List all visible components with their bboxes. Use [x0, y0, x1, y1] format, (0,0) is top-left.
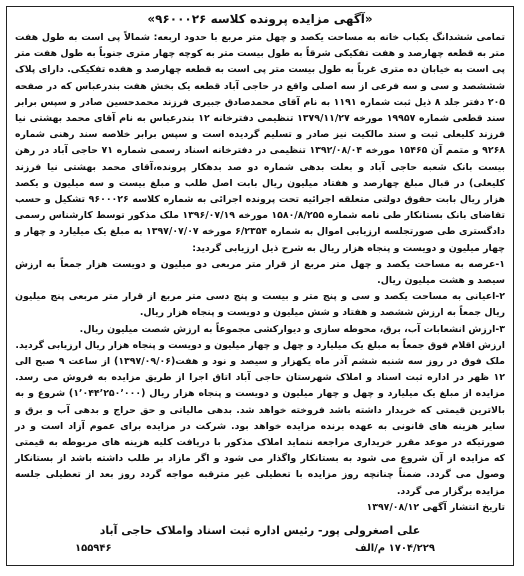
notice-title: «آگهی مزایده پرونده کلاسه ۹۶۰۰۰۲۶» — [147, 12, 373, 26]
paragraph-total-valuation: ارزش اقلام فوق جمعاً به مبلغ یک میلیارد و چهل و چهار میلیون و دویست و پنجاه هزار ریال ارزیابی گردید. — [15, 339, 505, 351]
paragraph-property-description: تمامی ششدانگ یکباب خانه به مساحت یکصد و چهل متر مربع با حدود اربعه: شمالاً پی است به طول هفت متر به قطعه چهارصد و هفت تفکیکی شرقاً به طول بیست متر به کوچه چهار متری جنوباً به طول هفت متر پی است به خیابان ده متری غرباً به طول بیست متر پی است به قطعه چهارصد و هفده تفکیکی. دارای پلاک شششصد و سی و سه فرعی از سه اصلی واقع در حاجی آباد قطعه یک بخش هفت بندرعباس که در صفحه ۲۰۵ دفتر جلد ۸ ذیل ثبت شماره ۱۱۹۱ به نام آقای محمدصادق جبیری فرزند محمدحسین صادر و سپس برابر سند قطعی شماره ۱۹۹۵۷ مورخه ۱۳۷۹/۱۱/۲۷ تنظیمی دفترخانه ۱۲ بندرعباس به نام آقای محمد بهشتی نیا فرزند کلیعلی ثبت و سند مالکیت نیز صادر و تسلیم گردیده است و سپس برابر خلاصه سند رهنی شماره ۹۲۶۸ و متمم آن ۱۵۴۶۵ مورخه ۱۳۹۲/۰۸/۰۴ تنظیمی در دفترخانه اسناد رسمی شماره ۷۱ حاجی آباد در رهن بیست بانک شعبه حاجی آباد و بعلت بدهی شماره دو صد بدهکار پرونده،آقای محمد بهشتی نیا فرزند کلیعلی) در قبال مبلغ چهارصد و هفتاد میلیون ریال بابت اصل طلب و مبلغ بیست و سه میلیون و یکصد هزار ریال بابت حقوق دولتی متعلقه اجرائیه تحت پرونده اجرائی به شماره کلاسه ۹۶۰۰۰۲۶ تشکیل و حسب تقاضای بانک بستانکار طی نامه شماره ۱۵۸۰/۸/۲۵۵ مورخه ۱۳۹۶/۰۷/۱۹ ملک مذکور توسط کارشناس رسمی دادگستری طی صورتجلسه ارزیابی اموال به شماره ۶/۲۳۵۴ مورخه ۱۳۹۷/۰۷/۰۷ به مبلغ یک میلیارد و چهار و چهار میلیون و دویست و پنجاه هزار ریال به شرح ذیل ارزیابی گردید: — [15, 32, 506, 254]
reference-line — [15, 543, 505, 554]
paragraph-item-2-building: ۲-اعیانی به مساحت یکصد و سی و پنج متر و بیست و پنج دسی متر مربع از قرار متر مربعی پنج میلیون ریال جمعاً به ارزش ششصد و هفتاد و شش میلیون و دویست و پنجاه هزار ریال. — [15, 291, 505, 319]
notice-body — [15, 30, 505, 516]
reference-code: ۱۵۵۹۴۶ — [75, 543, 112, 555]
paragraph-auction-terms: ملک فوق در روز سه شنبه ششم آذر ماه یکهزار و سیصد و نود و هفت(۱۳۹۷/۰۹/۰۶) از ساعت ۹ صبح الی ۱۲ ظهر در اداره ثبت اسناد و املاک شهرستان حاجی آباد اتاق اجرا از طریق مزایده به فروش می رسد. مزایده از مبلغ یک میلیارد و چهل و چهار میلیون و دویست و پنجاه هزار ریال (۱٬۰۴۴٬۲۵۰٬۰۰۰) شروع و به بالاترین قیمتی که خریدار داشته باشد فروخته خواهد شد. بدهی مالیاتی و حق حراج و بدهی آب و برق و سایر هزینه های قانونی به عهده برنده مزایده خواهد بود. شرکت در مزایده برای عموم آزاد است و در صورتیکه در موعد مقرر خریداری مراجعه ننماید املاک مذکور با دریافت کلیه هزینه های مربوطه به قیمتی که مزایده از آن شروع می شود به بستانکار واگذار می شود و اگر مازاد بر طلب داشته باشد از بستانکار وصول می گردد. ضمناً چنانچه روز مزایده با تعطیلی غیر مترقبه مواجه گردد روز بعد از تعطیلی جلسه مزایده برگزار می گردد. — [15, 356, 505, 497]
paragraph-item-1-land: ۱-عرصه به مساحت یکصد و چهل متر مربع از قرار متر مربعی دو میلیون و دویست هزار جمعاً به ارزش سیصد و هشت میلیون ریال. — [15, 258, 505, 287]
reference-letter-number: ۱۷۰۴/۲۲۹ م/الف — [355, 543, 435, 555]
notice-frame — [6, 6, 514, 566]
publication-date: تاریخ انتشار آگهی ۱۳۹۷/۰۸/۱۲ — [366, 501, 505, 513]
signature: علی اصغرولی پور- رئیس اداره ثبت اسناد واملاک حاجی آباد — [99, 524, 421, 538]
paragraph-item-3-utilities: ۳-ارزش انشعابات آب، برق، محوطه سازی و دیوارکشی مجموعاً به ارزش شصت میلیون ریال. — [79, 323, 505, 335]
